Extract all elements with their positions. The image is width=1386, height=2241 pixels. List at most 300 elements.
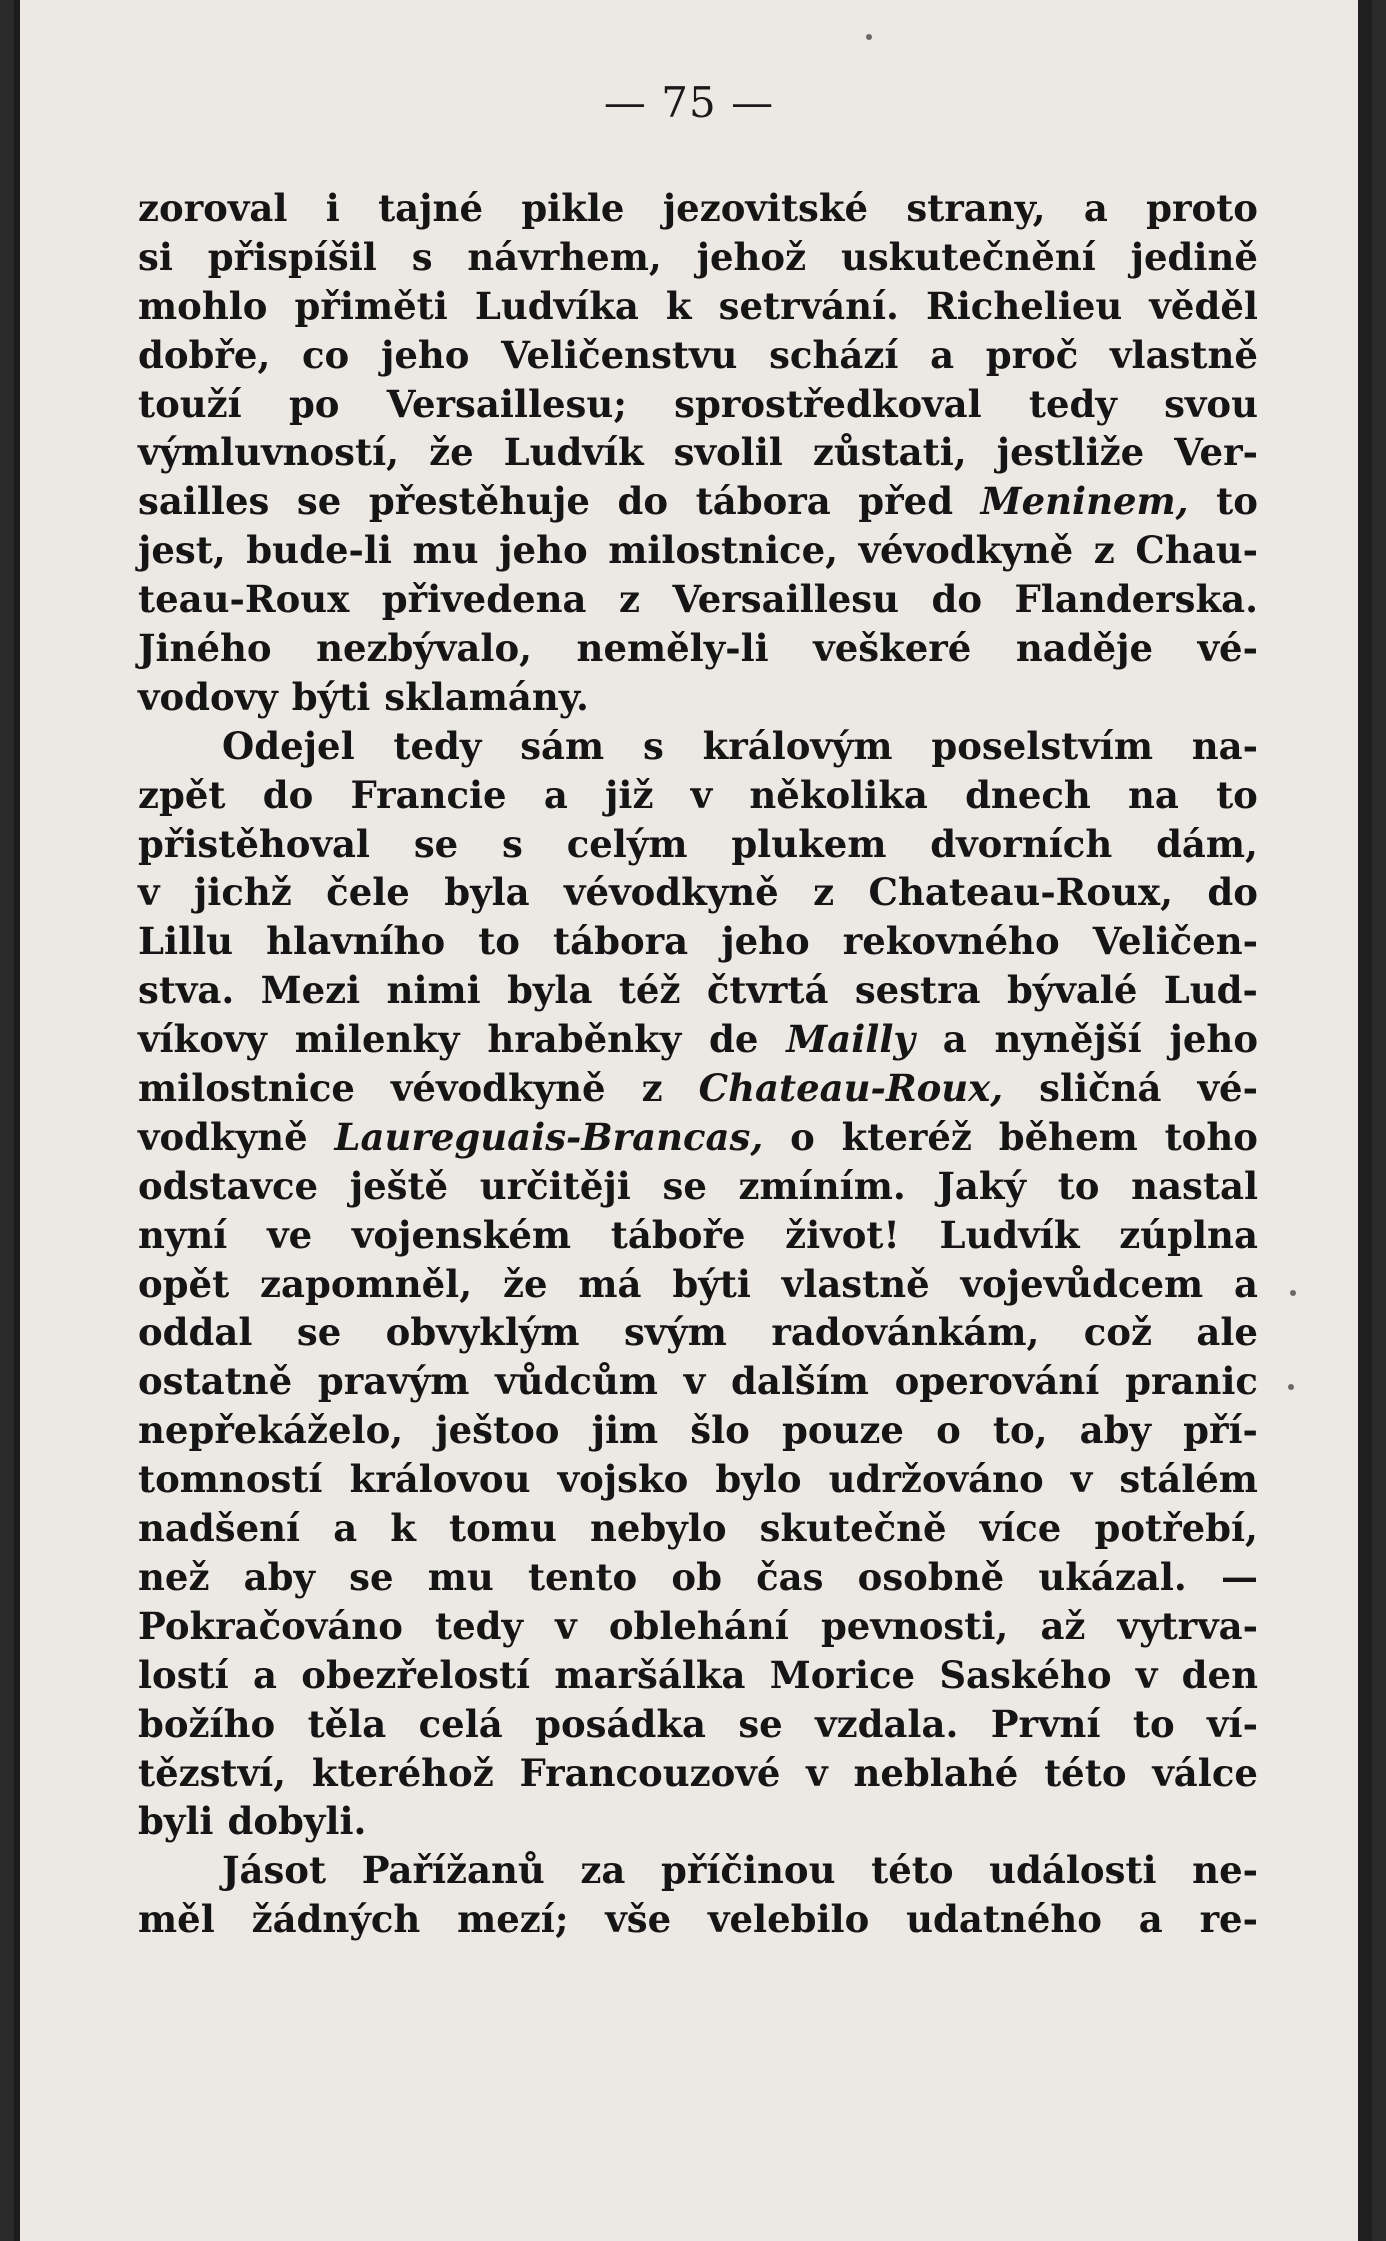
word: do <box>1207 870 1258 915</box>
word: vévodkyně <box>390 1066 606 1111</box>
word: též <box>618 968 681 1013</box>
text-line <box>138 1113 1258 1162</box>
paper-speck <box>866 34 872 40</box>
word: vůdcům <box>495 1359 658 1404</box>
text-line <box>138 575 1258 624</box>
text-line <box>138 184 1258 233</box>
word: do <box>262 772 314 817</box>
word: přivedena <box>381 577 587 622</box>
word: vše <box>605 1897 672 1942</box>
word: celým <box>566 821 688 866</box>
word: proto <box>1146 186 1258 230</box>
word: obezřelostí <box>301 1652 531 1697</box>
word: vé- <box>1197 626 1258 671</box>
word: v <box>555 1603 577 1648</box>
word: Odejel <box>222 723 355 768</box>
word: tábora <box>553 919 689 964</box>
word: milenky <box>294 1017 460 1062</box>
word: že <box>429 430 474 475</box>
word: v <box>1135 1652 1158 1697</box>
text-line <box>138 1504 1258 1553</box>
word: s <box>411 234 433 279</box>
word: mezí; <box>457 1897 569 1942</box>
word: lostí <box>138 1652 229 1697</box>
word: po <box>288 381 340 426</box>
word: výmluvností, <box>138 430 400 475</box>
word: tomu <box>449 1506 557 1551</box>
word: o <box>936 1408 961 1453</box>
word: vlastně <box>781 1261 930 1306</box>
word: Saského <box>939 1652 1112 1697</box>
word: de <box>709 1017 759 1062</box>
text-line <box>138 624 1258 673</box>
word: stálém <box>1119 1457 1258 1502</box>
word: to <box>1132 1701 1175 1746</box>
word: neměly-li <box>576 626 769 671</box>
word: a <box>1138 1897 1163 1942</box>
word: svou <box>1164 381 1258 426</box>
word: během <box>998 1114 1138 1159</box>
word: čtvrtá <box>706 968 829 1013</box>
word: udržováno <box>828 1457 1044 1502</box>
word: přistěhoval <box>138 821 370 866</box>
word: zpět <box>138 772 226 817</box>
word: jichž <box>193 870 292 915</box>
word: v <box>138 870 160 915</box>
word: z <box>641 1066 663 1111</box>
word: ve <box>267 1212 313 1257</box>
word: posádka <box>535 1701 706 1746</box>
text-line <box>138 1064 1258 1113</box>
word: jest, <box>138 528 226 573</box>
word: maršálka <box>554 1652 746 1697</box>
word: do <box>931 577 983 622</box>
word: byla <box>507 968 593 1013</box>
word: až <box>1040 1603 1086 1648</box>
word: život! <box>785 1212 900 1257</box>
word: z <box>813 870 835 915</box>
word: operování <box>894 1359 1100 1404</box>
word: touží <box>138 381 242 426</box>
text-line <box>138 1797 1258 1846</box>
word: dobře, <box>138 332 271 377</box>
text-line <box>138 868 1258 917</box>
word: a <box>1083 186 1108 230</box>
word: s <box>642 723 664 768</box>
word: s <box>502 821 523 866</box>
word: oddal <box>138 1310 253 1355</box>
word: Richelieu <box>926 283 1123 328</box>
word: kteréž <box>841 1114 972 1159</box>
word: veškeré <box>813 626 972 671</box>
text-line <box>138 820 1258 869</box>
word: věděl <box>1149 283 1258 328</box>
word: dnech <box>965 772 1091 817</box>
word: ukázal. <box>1038 1554 1187 1599</box>
word: táboře <box>610 1212 746 1257</box>
word: se <box>662 1163 707 1208</box>
text-line <box>138 1015 1258 1064</box>
word: Jásot <box>222 1848 327 1893</box>
word: vojenském <box>351 1212 572 1257</box>
word: přispíšil <box>207 234 377 279</box>
word: byla <box>444 870 530 915</box>
word: uskutečnění <box>840 234 1096 279</box>
word: bývalé <box>1006 968 1138 1013</box>
word: jim <box>591 1408 659 1453</box>
word: to <box>1216 772 1258 817</box>
word: odstavce <box>138 1163 319 1208</box>
word: se <box>296 479 342 524</box>
text-line <box>138 1162 1258 1211</box>
word: ale <box>1196 1310 1258 1355</box>
word: ví- <box>1207 1701 1258 1746</box>
word: býti <box>672 1261 751 1306</box>
word: sklamány. <box>384 674 589 719</box>
text-line <box>138 673 1258 722</box>
word: dobyli. <box>227 1799 367 1844</box>
text-line <box>138 1749 1258 1798</box>
word: sám <box>520 723 605 768</box>
word: to <box>478 919 520 964</box>
word: královým <box>702 723 893 768</box>
word: si <box>138 234 173 279</box>
word: božího <box>138 1701 276 1746</box>
word: než <box>138 1554 210 1599</box>
word: býti <box>291 674 371 719</box>
word: ostatně <box>138 1359 293 1404</box>
word: velebilo <box>707 1897 870 1942</box>
word: nimi <box>386 968 481 1013</box>
word: Meninem, <box>980 479 1189 524</box>
word: tajné <box>378 186 483 230</box>
word: is-Brancas, <box>531 1114 764 1159</box>
text-line <box>138 233 1258 282</box>
word: — <box>1220 1554 1258 1599</box>
word: Pokračováno <box>138 1603 403 1648</box>
word: sličná <box>1039 1066 1162 1111</box>
word: tedy <box>435 1603 524 1648</box>
word: víkovy <box>138 1017 267 1062</box>
text-line <box>138 1602 1258 1651</box>
word: což <box>1083 1310 1152 1355</box>
word: setrvání. <box>718 283 899 328</box>
word: radovánkám, <box>771 1310 1040 1355</box>
page-number: — 75 — <box>603 78 775 127</box>
word: Ver- <box>1174 430 1258 475</box>
word: nadšení <box>138 1506 301 1551</box>
word: návrhem, <box>467 234 662 279</box>
text-line <box>138 1553 1258 1602</box>
text-line <box>138 1846 1258 1895</box>
word: teau-Roux <box>138 577 350 622</box>
word: vévodkyně <box>564 870 779 915</box>
word: jedině <box>1130 234 1258 279</box>
word: hraběnky <box>487 1017 682 1062</box>
word: sailles <box>138 479 270 524</box>
word: Veličen- <box>1092 919 1258 964</box>
word: strany, <box>906 186 1046 230</box>
word: Mezi <box>260 968 361 1013</box>
word: pří- <box>1183 1408 1258 1453</box>
word: vojsko <box>557 1457 689 1502</box>
word: to <box>1057 1163 1100 1208</box>
word: jeho <box>721 919 810 964</box>
word: a <box>253 1652 277 1697</box>
word: tězství, <box>138 1750 286 1795</box>
word: jehož <box>696 234 807 279</box>
word: Francie <box>350 772 507 817</box>
word: a <box>930 332 955 377</box>
text-line <box>138 1455 1258 1504</box>
paper-speck <box>1290 1290 1296 1296</box>
word: ob <box>671 1554 722 1599</box>
text-line <box>138 477 1258 526</box>
word: i <box>325 186 340 230</box>
word: a <box>333 1506 358 1551</box>
word: v <box>683 1359 706 1404</box>
word: v <box>806 1750 828 1795</box>
word: vodkyně <box>138 1114 308 1159</box>
word: nynější <box>994 1017 1142 1062</box>
word: dám, <box>1156 821 1258 866</box>
word: a <box>942 1017 967 1062</box>
word: v <box>690 772 713 817</box>
text-line <box>138 966 1258 1015</box>
word: svolil <box>673 430 783 475</box>
word: osobně <box>857 1554 1005 1599</box>
word: že <box>502 1261 548 1306</box>
word: Lud- <box>1163 968 1258 1013</box>
word: několika <box>749 772 928 817</box>
word: mu <box>427 1554 494 1599</box>
word: Veličenstvu <box>501 332 738 377</box>
word: bude-li <box>246 528 392 573</box>
word: sestra <box>854 968 981 1013</box>
word: dvorních <box>930 821 1113 866</box>
word: aby <box>243 1554 315 1599</box>
word: Mailly <box>786 1017 915 1062</box>
word: Pařížanů <box>361 1848 545 1893</box>
word: pouze <box>781 1408 904 1453</box>
word: nastal <box>1131 1163 1258 1208</box>
word: vojevůdcem <box>960 1261 1204 1306</box>
text-line <box>138 1211 1258 1260</box>
word: pikle <box>521 186 625 230</box>
text-line <box>138 1651 1258 1700</box>
text-line <box>138 380 1258 429</box>
text-line <box>138 526 1258 575</box>
word: vytrva- <box>1117 1603 1258 1648</box>
word: královou <box>349 1457 531 1502</box>
word: Lillu <box>138 919 234 964</box>
word: k <box>665 283 692 328</box>
text-line <box>138 722 1258 771</box>
word: bylo <box>715 1457 802 1502</box>
word: již <box>605 772 654 817</box>
word: skutečně <box>759 1506 947 1551</box>
word: Flanderska. <box>1014 577 1258 622</box>
word: neblahé <box>853 1750 1019 1795</box>
word: Chateau-Roux, <box>868 870 1173 915</box>
text-line <box>138 1406 1258 1455</box>
word: zmíním. <box>738 1163 906 1208</box>
word: k <box>390 1506 416 1551</box>
word: obvyklým <box>385 1310 580 1355</box>
word: toho <box>1164 1114 1258 1159</box>
word: má <box>578 1261 642 1306</box>
word: byli <box>138 1799 214 1844</box>
word: jeho <box>499 528 588 573</box>
word: přestěhuje <box>368 479 590 524</box>
text-line <box>138 917 1258 966</box>
word: o <box>790 1114 815 1159</box>
word: Francouzové <box>519 1750 781 1795</box>
word: Laureguais-Brancas, <box>334 1114 764 1159</box>
word: dalším <box>730 1359 869 1404</box>
word: Versaillesu <box>672 577 900 622</box>
word: tedy <box>393 723 482 768</box>
word: Ludvík <box>939 1212 1080 1257</box>
word: této <box>871 1848 954 1893</box>
word: jezovitské <box>662 186 869 230</box>
word: Versaillesu; <box>386 381 627 426</box>
word: zapomněl, <box>260 1261 473 1306</box>
text-line <box>138 1700 1258 1749</box>
word: tomností <box>138 1457 323 1502</box>
word: měl <box>138 1897 215 1942</box>
word: opět <box>138 1261 230 1306</box>
text-line <box>138 771 1258 820</box>
word: válce <box>1152 1750 1258 1795</box>
word: celá <box>418 1701 503 1746</box>
word: nezbývalo, <box>316 626 533 671</box>
word: co <box>302 332 350 377</box>
word: tábora <box>695 479 831 524</box>
word: ne- <box>1192 1848 1258 1893</box>
word: kteréhož <box>311 1750 494 1795</box>
word: vévodkyně <box>858 528 1074 573</box>
word: žádných <box>251 1897 421 1942</box>
word: Chau- <box>1135 528 1258 573</box>
word: jeho <box>380 332 470 377</box>
word: den <box>1181 1652 1258 1697</box>
word: zoroval <box>138 186 288 230</box>
text-line <box>138 282 1258 331</box>
word: Chateau-Roux, <box>698 1066 1004 1111</box>
word: se <box>296 1310 342 1355</box>
word: to <box>1216 479 1258 524</box>
word: Morice <box>769 1652 916 1697</box>
word: nyní <box>138 1212 228 1257</box>
word: více <box>979 1506 1062 1551</box>
word: stva. <box>138 968 235 1013</box>
word: příčinou <box>661 1848 836 1893</box>
word: schází <box>769 332 899 377</box>
word: vzdala. <box>815 1701 959 1746</box>
word: na <box>1128 772 1179 817</box>
word: a <box>543 772 568 817</box>
word: čele <box>326 870 410 915</box>
word: vodovy <box>138 674 278 719</box>
word: pravým <box>317 1359 470 1404</box>
word: První <box>990 1701 1101 1746</box>
word: pevnosti, <box>820 1603 1009 1648</box>
word: ještoo <box>435 1408 560 1453</box>
text-line <box>138 428 1258 477</box>
word: se <box>738 1701 783 1746</box>
word: jeho <box>1169 1017 1258 1062</box>
word: zůstati, <box>812 430 967 475</box>
word: Ludvíka <box>474 283 639 328</box>
body-text <box>138 184 1258 1944</box>
word: Ludvík <box>503 430 644 475</box>
word: a <box>1234 1261 1258 1306</box>
text-line <box>138 1308 1258 1357</box>
word: Jiného <box>138 626 272 671</box>
word: v <box>1070 1457 1093 1502</box>
word: přiměti <box>294 283 448 328</box>
word: plukem <box>731 821 887 866</box>
word: události <box>989 1848 1157 1893</box>
word: nebylo <box>589 1506 727 1551</box>
word: se <box>413 821 459 866</box>
word: pranic <box>1125 1359 1258 1404</box>
word: na- <box>1191 723 1258 768</box>
word: udatného <box>906 1897 1102 1942</box>
word: mohlo <box>138 283 268 328</box>
word: těla <box>307 1701 387 1746</box>
word: tento <box>527 1554 638 1599</box>
word: re- <box>1199 1897 1258 1942</box>
word: z <box>1093 528 1115 573</box>
word: mu <box>412 528 479 573</box>
text-line <box>138 1895 1258 1944</box>
word: jestliže <box>996 430 1145 475</box>
paper-speck <box>1288 1384 1294 1390</box>
word: oblehání <box>608 1603 789 1648</box>
word: rekovného <box>842 919 1060 964</box>
word: se <box>349 1554 394 1599</box>
word: potřebí, <box>1094 1506 1258 1551</box>
word: milostnice, <box>608 528 838 573</box>
word: čas <box>756 1554 824 1599</box>
word: svým <box>623 1310 727 1355</box>
word: za <box>580 1848 626 1893</box>
word: zúplna <box>1119 1212 1258 1257</box>
text-line <box>138 1260 1258 1309</box>
word: to, <box>992 1408 1048 1453</box>
word: před <box>858 479 954 524</box>
word: ještě <box>349 1163 449 1208</box>
text-line <box>138 1357 1258 1406</box>
word: aby <box>1079 1408 1151 1453</box>
word: šlo <box>690 1408 750 1453</box>
word: určitěji <box>479 1163 631 1208</box>
word: do <box>617 479 669 524</box>
word: vé- <box>1197 1066 1258 1111</box>
word: nepřekáželo, <box>138 1408 404 1453</box>
word: Jaký <box>937 1163 1027 1208</box>
word: milostnice <box>138 1066 355 1111</box>
word: z <box>618 577 640 622</box>
book-page <box>14 0 1372 2241</box>
word: této <box>1044 1750 1127 1795</box>
word: tedy <box>1028 381 1117 426</box>
word: proč <box>985 332 1079 377</box>
text-line <box>138 331 1258 380</box>
word: naděje <box>1015 626 1154 671</box>
